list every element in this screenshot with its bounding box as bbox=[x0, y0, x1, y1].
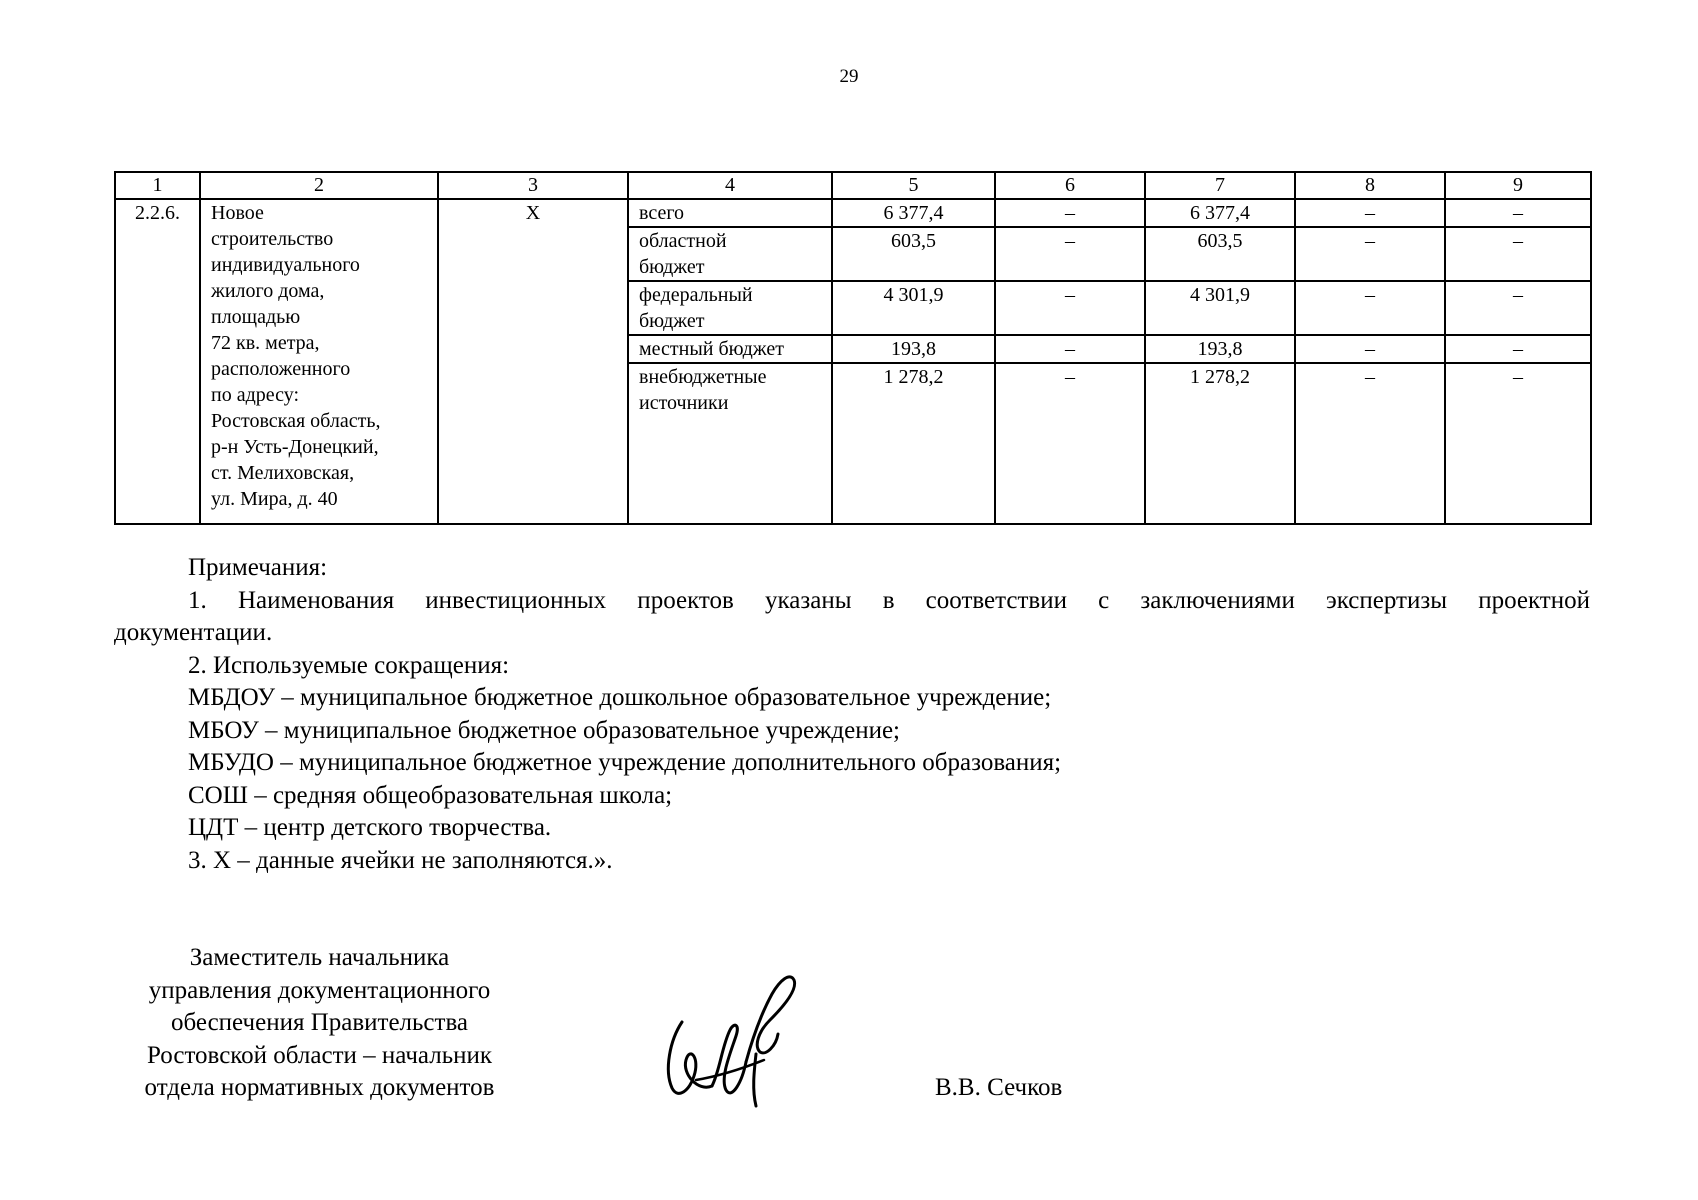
table-row bbox=[115, 199, 1591, 227]
value-cell: – bbox=[1445, 281, 1591, 335]
abbreviation-item: МБДОУ – муниципальное бюджетное дошкольное образовательное учреждение; bbox=[188, 684, 1052, 711]
header-cell: 4 bbox=[628, 172, 832, 199]
project-name-line: Ростовская область, bbox=[211, 410, 381, 432]
signer-name: В.В. Сечков bbox=[935, 1074, 1063, 1101]
value-cell: – bbox=[1295, 363, 1445, 524]
value-cell: – bbox=[1445, 227, 1591, 281]
table-header-row bbox=[115, 172, 1591, 199]
funding-source: местный бюджет bbox=[628, 335, 832, 363]
value-cell: 603,5 bbox=[832, 227, 995, 281]
header-cell: 5 bbox=[832, 172, 995, 199]
notes-title: Примечания: bbox=[188, 554, 328, 581]
abbreviation-item: МБОУ – муниципальное бюджетное образовательное учреждение; bbox=[188, 716, 900, 744]
value-cell: – bbox=[995, 199, 1145, 227]
project-name-line: 72 кв. метра, bbox=[211, 332, 320, 354]
project-name-line: ст. Мелиховская, bbox=[211, 462, 355, 484]
value-cell: – bbox=[1295, 227, 1445, 281]
value-cell: – bbox=[1295, 335, 1445, 363]
project-name bbox=[200, 199, 438, 524]
value-cell: – bbox=[1445, 199, 1591, 227]
header-cell: 9 bbox=[1445, 172, 1591, 199]
project-name-line: р-н Усть-Донецкий, bbox=[211, 436, 379, 458]
funding-source: всего bbox=[628, 199, 832, 227]
value-cell: 4 301,9 bbox=[1145, 281, 1295, 335]
value-cell: 6 377,4 bbox=[1145, 199, 1295, 227]
project-name-line: строительство bbox=[211, 228, 334, 250]
abbreviation-item: ЦДТ – центр детского творчества. bbox=[188, 814, 552, 841]
funding-source-line: источники bbox=[639, 392, 729, 414]
funding-source-line: бюджет bbox=[639, 310, 705, 332]
project-name-line: ул. Мира, д. 40 bbox=[211, 488, 338, 510]
position-line: отдела нормативных документов bbox=[144, 1074, 495, 1101]
value-cell: – bbox=[1295, 281, 1445, 335]
header-cell: 2 bbox=[200, 172, 438, 199]
investment-table bbox=[114, 171, 1592, 525]
header-cell: 1 bbox=[115, 172, 200, 199]
position-line: Заместитель начальника bbox=[189, 944, 450, 971]
value-cell: 193,8 bbox=[1145, 335, 1295, 363]
position-line: Ростовской области – начальник bbox=[146, 1041, 493, 1069]
notes-section bbox=[114, 552, 1590, 877]
funding-source bbox=[628, 227, 832, 281]
note-3: 3. Х – данные ячейки не заполняются.». bbox=[188, 846, 613, 874]
header-cell: 6 bbox=[995, 172, 1145, 199]
row-number: 2.2.6. bbox=[115, 199, 200, 524]
position-line: обеспечения Правительства bbox=[170, 1009, 469, 1036]
project-name-line: расположенного bbox=[211, 358, 351, 380]
value-cell: – bbox=[995, 281, 1145, 335]
header-cell: 3 bbox=[438, 172, 628, 199]
note-1: 1. Наименования инвестиционных проектов указаны в соответствии с заключениями экспертизы проектной bbox=[188, 586, 1590, 614]
signatory-position bbox=[112, 942, 527, 1105]
handwritten-signature bbox=[660, 950, 820, 1110]
note-1-continuation: документации. bbox=[114, 619, 273, 646]
abbreviation-item: МБУДО – муниципальное бюджетное учреждение дополнительного образования; bbox=[188, 749, 1062, 776]
header-cell: 8 bbox=[1295, 172, 1445, 199]
value-cell: – bbox=[995, 363, 1145, 524]
value-cell: 603,5 bbox=[1145, 227, 1295, 281]
project-name-line: площадью bbox=[211, 306, 301, 328]
value-cell: – bbox=[1445, 335, 1591, 363]
value-cell: 6 377,4 bbox=[832, 199, 995, 227]
funding-source-line: областной bbox=[639, 230, 727, 252]
value-cell: – bbox=[1445, 363, 1591, 524]
funding-source bbox=[628, 363, 832, 524]
value-cell: 193,8 bbox=[832, 335, 995, 363]
funding-source bbox=[628, 281, 832, 335]
value-cell: – bbox=[995, 227, 1145, 281]
page-number: 29 bbox=[839, 66, 859, 87]
abbreviation-item: СОШ – средняя общеобразовательная школа; bbox=[188, 781, 673, 809]
funding-source-line: бюджет bbox=[639, 256, 705, 278]
project-name-line: Новое bbox=[211, 202, 264, 224]
project-name-line: по адресу: bbox=[211, 384, 300, 406]
note-2: 2. Используемые сокращения: bbox=[188, 651, 510, 679]
position-line: управления документационного bbox=[148, 976, 491, 1004]
header-cell: 7 bbox=[1145, 172, 1295, 199]
value-cell: – bbox=[1295, 199, 1445, 227]
project-name-line: жилого дома, bbox=[211, 280, 325, 302]
funding-source-line: внебюджетные bbox=[639, 366, 767, 388]
column-3-mark: X bbox=[438, 199, 628, 524]
value-cell: 1 278,2 bbox=[1145, 363, 1295, 524]
value-cell: – bbox=[995, 335, 1145, 363]
value-cell: 4 301,9 bbox=[832, 281, 995, 335]
value-cell: 1 278,2 bbox=[832, 363, 995, 524]
funding-source-line: федеральный bbox=[639, 284, 753, 306]
project-name-line: индивидуального bbox=[211, 254, 360, 276]
